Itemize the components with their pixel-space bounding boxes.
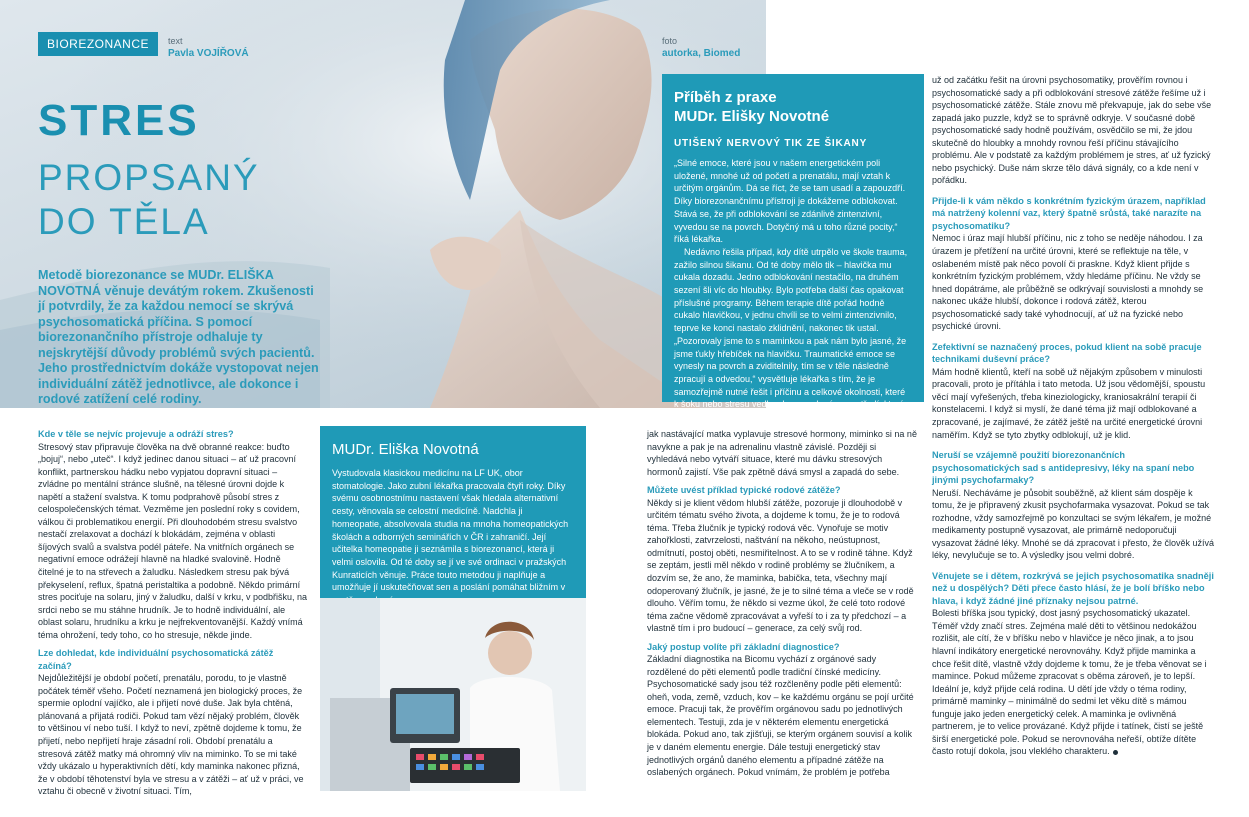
- photo-credit-name: autorka, Biomed: [662, 48, 741, 59]
- answer-physical-injury: Nemoc i úraz mají hlubší příčinu, nic z toho se neděje náhodou. I za úrazem je přetížení na určité úrovni, které se reflektuje na těle, v oslabeném místě pak něco povolí či praskne. Když klient přijde s konkrétním fyzickým problémem, vždy hledáme příčinu. Ne vždy se hned dopátráme, ale průběžně se odkrývají souvislosti a mnohdy se nakonec ukáže hlubší, dokonce i rodová zátěž, kterou psychosomatické sady také vyhodnocují, ať už na fyzické nebo psychické úrovni.: [932, 233, 1204, 332]
- question-physical-injury: Přijde-li k vám někdo s konkrétním fyzickým úrazem, například má natržený kolenní vaz, který špatně srůstá, také narazíte na psychosomatiku?: [932, 195, 1206, 231]
- photo-credit-label: foto: [662, 36, 678, 46]
- photo-credit: [662, 35, 740, 60]
- answer-medication: Neruší. Necháváme je působit souběžně, až klient sám dospěje k tomu, že je připravený zkusit psychofarmaka vysazovat. Pokud se tak rozhodne, vždy samozřejmě po konzultaci se svým lékařem, je možné medikamenty postupně vysazovat, ale primárně nedoporučuji vysazovat žádné léky. Mnohé se dá zpracovat i přesto, že člověk užívá léky, nevylučuje se to. A výsledky jsou velmi dobré.: [932, 487, 1214, 561]
- answer-diagnostics: Základní diagnostika na Bicomu vychází z orgánové sady rozdělené do pěti elementů podle tradiční čínské medicíny. Psychosomatické sady jsou též rozčleněny podle pěti elementů: oheň, voda, země, vzduch, kov – ke každému orgánu se pojí určité emoce. Pracuji tak, že prověřím orgánovou sadu po jednotlivých elementech. Testuji, zda je v některém elementu energetická blokáda. Pokud ano, tak zjišťuji, se kterým orgánem souvisí a kolik je v daném elementu energie. Dále testuji energetický stav jednotlivých orgánů daného elementu a případné zátěže na oslabených orgánech. Pokud vnímám, že problém je potřeba: [647, 654, 914, 778]
- author-credit-label: text: [168, 36, 183, 46]
- answer-children-text: Bolesti bříška jsou typický, dost jasný psychosomatický ukazatel. Téměř vždy značí stres. Zejména malé děti to většinou nedokážou rozlišit, ale cítí, že v bříšku nebo v hlavičce je něco jinak, a to jsou hlavní indikátory energetické nerovnováhy. Když přijde maminka a chce řešit dítě, vlastně vždy dojdeme k tomu, že je třeba věnovat se i mamince. Pokud můžeme zpracovat s oběma zároveň, je to lepší. Ideální je, když přijde celá rodina. U dětí jde vždy o téma rodiny, primárně maminky – minimálně do sedmi let věku dítě s mámou funguje jako jeden energetický celek. A maminka je ovlivněná partnerem, je to velice provázané. Když přijde i tatínek, čistí se ještě širší energetické pole. Pokud se nerovnováha neřeší, obtíže dítěte často rotují dokola, jsou vleklého charakteru.: [932, 608, 1207, 757]
- section-tag: BIOREZONANCE: [38, 32, 158, 56]
- question-mental-work: Zefektivní se naznačený proces, pokud klient na sobě pracuje technikami duševní práce?: [932, 341, 1202, 365]
- question-psychosomatic-start: Lze dohledat, kde individuální psychosomatická zátěž začíná?: [38, 648, 274, 671]
- doctor-photo: [320, 598, 586, 791]
- article-title-line2: [38, 156, 258, 244]
- column-3: [647, 428, 917, 779]
- hero-image: [0, 0, 766, 408]
- column-4: [932, 74, 1214, 758]
- article-lede: Metodě biorezonance se MUDr. ELIŠKA NOVOTNÁ věnuje devátým rokem. Zkušenosti jí potvrdily, že za každou nemocí se skrývá psychosomatická příčina. S pomocí biorezonančního přístroje odhaluje ty nejskrytější důvody problémů svých pacientů. Jeho prostřednictvím dokáže vystopovat nejen individuální zátěž jednotlivce, ale dokonce i rodové zatížení celé rodiny.: [38, 268, 319, 406]
- end-mark-icon: [1113, 750, 1118, 755]
- bio-box-title: MUDr. Eliška Novotná: [332, 441, 479, 458]
- question-medication: Neruší se vzájemně použití biorezonančních psychosomatických sad s antidepresivy, léky na spaní nebo jinými psychofarmaky?: [932, 450, 1195, 486]
- answer-psychosomatic-start: Nejdůležitější je období početí, prenatálu, porodu, to je vlastně počátek téměř všeho. Početí neznamená jen biologický proces, že spermie oplodní vajíčko, ale i přijetí nové duše. Jak byla chtěná, plánovaná a přijatá rodiči. Pokud tam vězí nějaký problém, člověk to většinou ví nebo tuší. I když to neví, zpětně dojdeme k tomu, že přijetí, nebo nepřijetí hraje zásadní roli. Období prenatálu a stresová zátěž matky má ohromný vliv na miminko. To se mi také vždy ukázalo u hyperaktivních dětí, kdy maminka nakonec přizná, že v období těhotenství byla ve stresu a v zátěži – ať už v práci, ve vztahu či obecně v životní situaci. Tím,: [38, 673, 304, 797]
- question-children: Věnujete se i dětem, rozkrývá se jejich psychosomatika snadněji než u dospělých? Děti přece často hlásí, že je bolí bříško nebo hlava, i když žádné jiné příznaky nejsou patrné.: [932, 570, 1214, 606]
- answer-where-stress: Stresový stav připravuje člověka na dvě obranné reakce: buďto „bojuj“, nebo „uteč“. I když jedinec danou situaci – ať už pracovní konflikt, partnerskou hádku nebo vypjatou dopravní situaci – zvládne po mentální stránce slušně, na tělesné úrovni dojde k napětí a stažení svalstva. K tomu podprahově působí stres z celospolečenských témat. Vezměme jen poslední roky s covidem, válkou či problematikou energií. Při dlouhodobém stresu svalstvo nestačí zrelaxovat a dochází k blokádám, zejména v oblasti šíjových svalů a svalstva podél páteře. Na vnitřních orgánech se negativní emoce odrážejí hlavně na hladké svalovině. Hodně čitelné je to na střevech a žaludku. Následkem stresu pak bývá překyselení, reflux, špatná peristaltika a podobně. Někdo primární stres pociťuje na solaru, jiný v žaludku, další v krku, v podbřišku, na srdci nebo se mu stáhne hrudník. Je to hodně individuální, ale oblast solaru, hrudníku a krku je nejfrekventovanější. Každý vnímá téma ohrožení, tedy toho, co ho stresuje, někde jinde.: [38, 441, 308, 640]
- author-credit: [168, 35, 249, 60]
- answer-family-burden: Někdy si je klient vědom hlubší zátěže, pozoruje ji dlouhodobě v určitém tématu svého života, a dojdeme k tomu, že je to rodová téma. Třeba žlučník je typický rodová věc. Vynořuje se motiv zahořklosti, zatvrzelosti, naštvání na někoho, neústupnost, odmítnutí, postoj oběti, nesmiřitelnost. A to se v rodině táhne. Když se zeptám, jestli měl někdo v rodině problémy se žlučníkem, a dozvím se, že ano, že maminka, babička, teta, všechny mají odoperovaný žlučník, je jasné, že je to silné téma a vleče se v rodě dlouho. Věřím tomu, že někdo si vezme úkol, že celé toto rodové téma začne vědomě zpracovávat a vyřeší to i za ty předchozí – a vlastně tím i pro budoucí – generace, za celý svůj rod.: [647, 497, 914, 634]
- continuation-text-2: už od začátku řešit na úrovni psychosomatiky, prověřím rovnou i psychosomatické sady a při odblokování stresové zátěže řešíme už i psychosomatické zátěže. Stále znovu mě překvapuje, jak do sebe vše zapadá jako puzzle, když se to správně odkryje. V současné době psychosomatické sady hodně používám, osvědčilo se mi, že jdou skutečně do hloubky a mnohdy rovnou řeší příčinu stávajícího problému. Ale v podstatě za každým problémem je stres, ať už fyzický nebo psychický. Duše nám skrze tělo dává signály, co a kde není v pořádku.: [932, 75, 1212, 186]
- bio-box: [320, 426, 586, 598]
- continuation-text: jak nastávající matka vyplavuje stresové hormony, miminko si na ně navykne a pak je na adrenalinu vlastně závislé. Později si vyhledává nebo vytváří situace, které mu dávku stresových hormonů zajistí. Vše pak zpětně dává smysl a zapadá do sebe.: [647, 429, 917, 477]
- story-box-paragraph1: „Silné emoce, které jsou v našem energetickém poli uložené, mnohé už od početí a prenatálu, mají vztah k určitým orgánům. Dá se říct, že se tam usadí a zapouzdří. Díky biorezonančnímu přístroji je dokážeme odblokovat. Stává se, že při odblokování se zdánlivě zintenzivní, vyvedou se na povrch. Dotyčný má u toho různé pocity,“ říká lékařka.: [674, 158, 906, 245]
- question-family-burden: Můžete uvést příklad typické rodové zátěže?: [647, 485, 841, 496]
- column-1: [38, 428, 308, 798]
- story-box-paragraph2: Nedávno řešila případ, kdy dítě utrpělo ve škole trauma, zažilo silnou šikanu. Od té doby mělo tik – hlavička mu cukala dozadu. Jedno odblokování nestačilo, na druhém sezení šli víc do hloubky. Bylo potřeba další čas opakovat příslušné programy. Během terapie dítě pořád hodně cukalo hlavičkou, v jednu chvíli se to velmi zintenzivnilo, teprve ke konci nastalo zklidnění, nakonec tik ustal. „Pozorovaly jsme to s maminkou a pak nám bylo jasné, že jsme ťukly hřebíček na hlavičku. Traumatické emoce se vynesly na povrch a zviditelnily, tím se v těle následně zpracují a odvedou,“ vysvětluje lékařka s tím, že je samozřejmě nutné řešit i příčinu a celkové okolnosti, které k šoku nebo stresu vedly, aby se v daném prostředí, které je způsobilo, problémy znovu neopakovaly.: [674, 246, 908, 423]
- story-box-title2: MUDr. Elišky Novotné: [674, 108, 830, 125]
- story-box: [662, 74, 924, 423]
- question-where-stress: Kde v těle se nejvíc projevuje a odráží stres?: [38, 429, 234, 439]
- doctor-with-device-illustration: [320, 598, 586, 791]
- author-credit-name: Pavla VOJÍŘOVÁ: [168, 48, 249, 59]
- answer-children: [932, 607, 1214, 758]
- story-box-subtitle: UTIŠENÝ NERVOVÝ TIK ZE ŠIKANY: [674, 138, 868, 149]
- answer-mental-work: Mám hodně klientů, kteří na sobě už nějakým způsobem v minulosti pracovali, proto je přítáhla i tato metoda. Už jsou vědomější, spoustu věcí mají vyřešených, třeba kineziologicky, kraniosakrální terapií či konstelacemi. I když si myslí, že dané téma již mají odblokované a zpracované, je zajímavé, že zátěž ještě na určité energetické úrovni naměřím. Když se tyto zbytky odblokují, už je klid.: [932, 366, 1206, 440]
- article-title-line1: STRES: [38, 96, 200, 145]
- question-diagnostics: Jaký postup volíte při základní diagnostice?: [647, 641, 840, 652]
- bio-box-text: Vystudovala klasickou medicínu na LF UK, obor stomatologie. Jako zubní lékařka pracovala čtyři roky. Díky svému osobnostnímu nastavení však hledala alternativní cesty, věnovala se celostní medicíně. Nadchla ji homeopatie, absolvovala studia na mnoha homeopatických školách a odborných seminářích v ČR i zahraničí. Její učitelka homeopatie ji seznámila s biorezonancí, která ji velmi oslovila. Od té doby se jí ve své ordinaci v pražských Kunraticích věnuje. Práce touto metodou ji naplňuje a umožňuje jí uskutečňovat sen a poslání pomáhat bližním v: [332, 468, 569, 593]
- story-box-title1: Příběh z praxe: [674, 89, 777, 106]
- title-line3: DO TĚLA: [38, 201, 210, 242]
- title-line2: PROPSANÝ: [38, 157, 260, 198]
